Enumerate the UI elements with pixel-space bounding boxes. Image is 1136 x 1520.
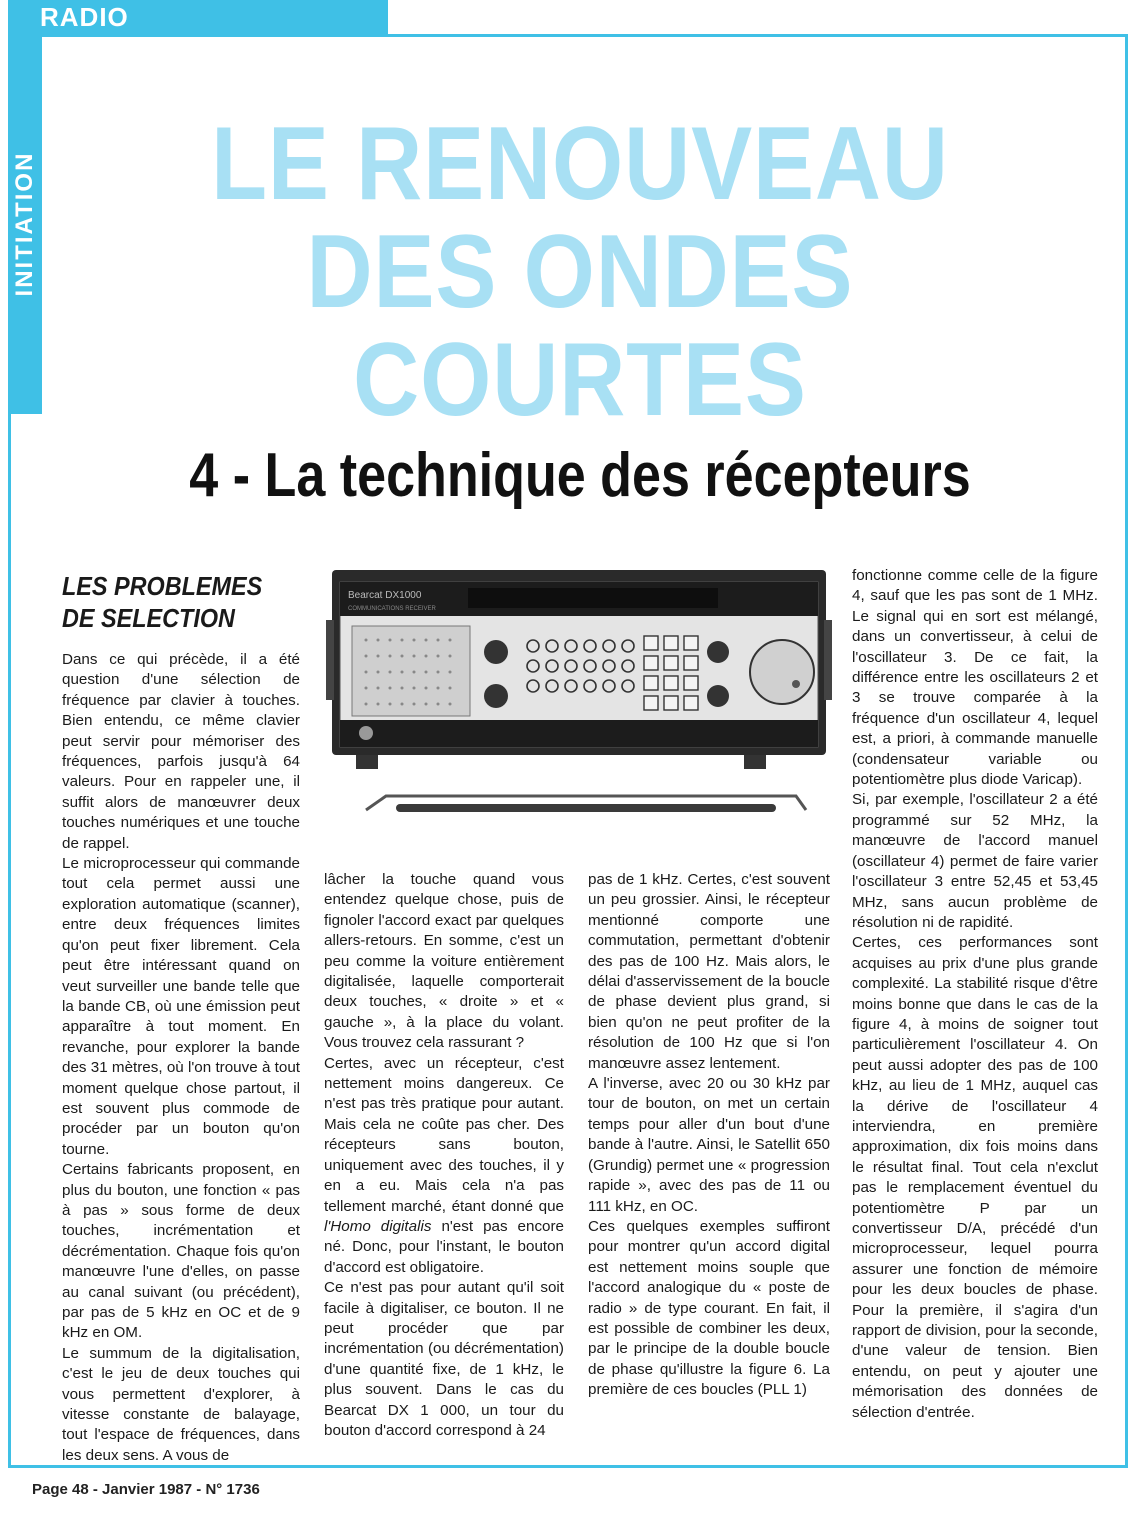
foot-left — [356, 755, 378, 769]
side-bar — [8, 34, 42, 414]
knob-small-bottom — [484, 684, 508, 708]
carry-bar-grip — [396, 804, 776, 812]
side-label: INITIATION — [11, 151, 38, 297]
italic-term: l'Homo digitalis — [324, 1217, 432, 1235]
foot-right — [744, 755, 766, 769]
text-column-1 — [62, 650, 300, 1466]
headline — [122, 106, 1037, 438]
text-run: Certes, avec un récepteur, c'est nettement moins dangereux. Ce n'est pas très pratique pour autant. Mais cela ne coûte pas cher. Des récepteurs sans bouton, uniquement avec des touches, il y en a eu. Mais cela n'a pas tellement marché, étant donné que — [324, 1054, 564, 1215]
paragraph: Ces quelques exemples suffiront pour montrer qu'un accord digital est nettement moins souple que l'accord analogique du « poste de radio » de type courant. En fait, il est possible de combiner les deux, par le principe de la double boucle de phase qu'illustre la figure 6. La première de ces boucles (PLL 1) — [588, 1217, 830, 1399]
section-title-line-2: DE SELECTION — [62, 603, 235, 633]
headline-line-1: LE RENOUVEAU — [211, 106, 949, 222]
brand-label: Bearcat DX1000 — [348, 590, 422, 601]
section-title — [62, 570, 278, 634]
page-footer: Page 48 - Janvier 1987 - N° 1736 — [32, 1481, 260, 1498]
text-column-3 — [588, 870, 830, 1401]
knob-medium-top — [707, 641, 729, 663]
paragraph: lâcher la touche quand vous entendez quelque chose, puis de fignoler l'accord exact par quelques allers-retours. En somme, c'est un peu comme la voiture entièrement digitalisée, laquelle comporterait deux touches, « droite » et « gauche », à la place du volant. Vous trouvez cela rassurant ? — [324, 871, 564, 1052]
paragraph: Le microprocesseur qui commande tout cela permet aussi une exploration automatique (scanner), entre deux fréquences limites qu'on peut fixer librement. Cela peut être intéressant quand on veut surveiller une bande telle que la bande CB, où une émission peut apparaître à tout moment. En revanche, pour explorer la bande des 31 mètres, où l'on trouve à tout moment quelque chose partout, il est souvent plus commode de procéder par un bouton qu'on tourne. — [62, 855, 300, 1158]
paragraph: pas de 1 kHz. Certes, c'est souvent un peu grossier. Ainsi, le récepteur mentionné comporte une commutation, permettant d'obtenir des pas de 100 Hz. Mais alors, le délai d'asservissement de la boucle de phase devient plus grand, si bien qu'on ne peut profiter de la résolution de 100 Hz que si l'on manœuvre assez lentement. — [588, 871, 830, 1072]
tuning-dial-grip — [792, 680, 800, 688]
knob-medium-bottom — [707, 685, 729, 707]
paragraph — [324, 1054, 564, 1278]
receiver-photo — [326, 560, 832, 852]
section-tab — [8, 0, 388, 36]
section-label: RADIO — [40, 2, 129, 32]
frequency-display — [468, 588, 718, 608]
text-column-2 — [324, 870, 564, 1441]
paragraph: Si, par exemple, l'oscillateur 2 a été programmé sur 52 MHz, la manœuvre de l'accord manuel (oscillateur 4) permet de faire varier l'oscillateur 3 entre 52,45 et 53,45 MHz, sans aucun problème de résolution ni de rapidité. — [852, 791, 1098, 931]
section-title-line-1: LES PROBLEMES — [62, 571, 263, 601]
paragraph: A l'inverse, avec 20 ou 30 kHz par tour de bouton, on met un certain temps pour aller d'un bout d'une bande à l'autre. Ainsi, le Satellit 650 (Grundig) permet une « progression rapide », avec des pas de 11 ou 111 kHz, en OC. — [588, 1075, 830, 1215]
bottom-strip — [340, 720, 818, 747]
handle-right — [824, 620, 832, 700]
receiver-illustration — [326, 560, 832, 852]
handle-left — [326, 620, 334, 700]
speaker-grille — [352, 626, 470, 716]
text-run: n'est pas encore né. Donc, pour l'instant, le bouton d'accord est obligatoire. — [324, 1217, 564, 1276]
text-column-4 — [852, 566, 1098, 1423]
paragraph: Ce n'est pas pour autant qu'il soit facile à digitaliser, ce bouton. Il ne peut procéder que par incrémentation (ou décrémentation) d'une quantité fixe, de 1 kHz, le plus souvent. Dans le cas du Bearcat DX 1 000, un tour du bouton d'accord correspond à 24 — [324, 1279, 564, 1439]
model-label: COMMUNICATIONS RECEIVER — [348, 606, 436, 612]
headline-line-2: DES ONDES COURTES — [306, 214, 854, 438]
subtitle: 4 - La technique des récepteurs — [189, 441, 971, 510]
paragraph: Certes, ces performances sont acquises au prix d'une plus grande complexité. La stabilité risque d'être moins bonne que dans le cas de la figure 4, à moins de soigner tout particulièrement l'oscillateur 4. On peut aussi adopter des pas de 100 kHz, au lieu de 1 MHz, auquel cas la dérive de l'oscillateur 4 interviendra, en première approximation, dix fois moins dans le résultat final. Tout cela n'exclut pas le remplacement éventuel du potentiomètre P par un convertisseur D/A, précédé d'un microprocesseur, lequel pourra assurer une fonction de mémoire pour les deux boucles de phase. Pour la première, il s'agira d'un rapport de division, pour la seconde, d'une valeur de tension. Bien entendu, on peut y ajouter une mémorisation des données de sélection d'entrée. — [852, 934, 1098, 1421]
knob-small-top — [484, 640, 508, 664]
paragraph: Certains fabricants proposent, en plus du bouton, une fonction « pas à pas » sous forme de deux touches, incrémentation et décrémentation. Chaque fois qu'on manœuvre l'une d'elles, on passe au canal suivant (ou précédent), par pas de 5 kHz en OC et de 9 kHz en OM. — [62, 1161, 300, 1342]
paragraph: Dans ce qui précède, il a été question d'une sélection de fréquence par clavier à touches. Bien entendu, ce même clavier peut servir pour mémoriser des fréquences, parfois jusqu'à 64 valeurs. Pour en rappeler une, il suffit alors de manœuvrer deux touches numériques et une touche de rappel. — [62, 651, 300, 852]
paragraph: fonctionne comme celle de la figure 4, sauf que les pas sont de 1 MHz. Le signal qui en sort est mélangé, dans un convertisseur, à celui de l'oscillateur 3. De ce fait, la différence entre les oscillateurs 2 et 3 se trouve comparée à la fréquence d'un oscillateur 4, lequel est, a priori, à commande manuelle (condensateur variable ou potentiomètre plus diode Varicap). — [852, 567, 1098, 789]
tuning-dial — [750, 640, 814, 704]
paragraph: Le summum de la digitalisation, c'est le jeu de deux touches qui vous permettent d'explorer, à vitesse constante de balayage, tout l'espace de fréquences, dans les deux sens. A vous de — [62, 1344, 300, 1464]
headphone-jack — [359, 726, 373, 740]
